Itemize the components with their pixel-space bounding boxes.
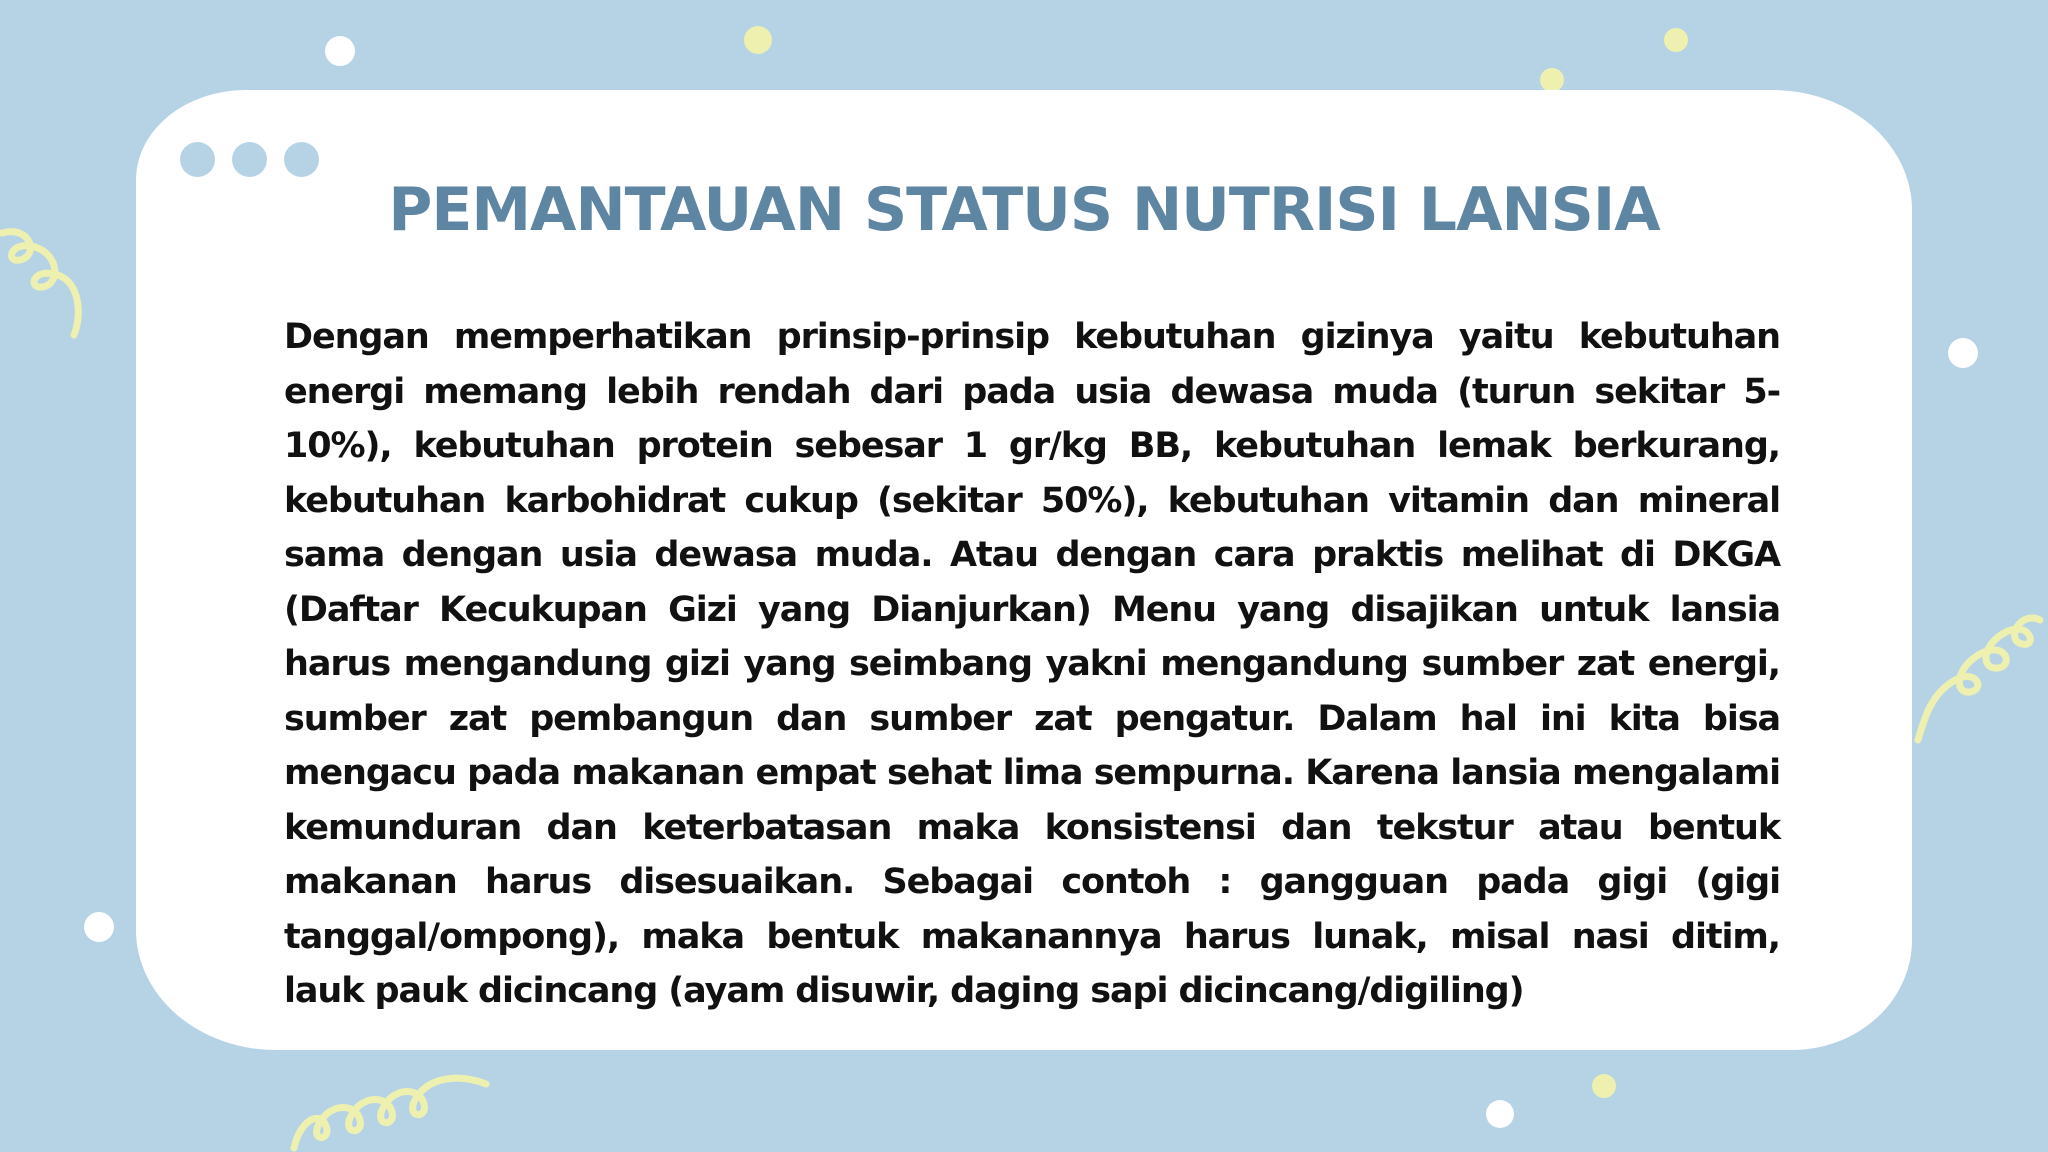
squiggle-icon [1910,610,2048,750]
window-dot [232,142,267,177]
confetti-dot-icon [325,36,355,66]
squiggle-icon [0,215,90,345]
body-paragraph: Dengan memperhatikan prinsip-prinsip kebutuhan gizinya yaitu kebutuhan energi memang lebih rendah dari pada usia dewasa muda (turun sekitar 5-10%), kebutuhan protein sebesar 1 gr/kg BB, kebutuhan lemak berkurang, kebutuhan karbohidrat cukup (sekitar 50%), kebutuhan vitamin dan mineral sama dengan usia dewasa muda. Atau dengan cara praktis melihat di DKGA (Daftar Kecukupan Gizi yang Dianjurkan) Menu yang disajikan untuk lansia harus mengandung gizi yang seimbang yakni mengandung sumber zat energi, sumber zat pembangun dan sumber zat pengatur. Dalam hal ini kita bisa mengacu pada makanan empat sehat lima sempurna. Karena lansia mengalami kemunduran dan keterbatasan maka konsistensi dan tekstur atau bentuk makanan harus disesuaikan. Sebagai contoh : gangguan pada gigi (gigi tanggal/ompong), maka bentuk makanannya harus lunak, misal nasi ditim, lauk pauk dicincang (ayam disuwir, daging sapi dicincang/digiling) [284,317,1780,1011]
confetti-dot-icon [744,26,772,54]
confetti-dot-icon [1948,338,1978,368]
confetti-dot-icon [1592,1074,1616,1098]
page-title: PEMANTAUAN STATUS NUTRISI LANSIA [388,175,1660,245]
window-dot [180,142,215,177]
window-dot [284,142,319,177]
squiggle-icon [290,1060,490,1152]
confetti-dot-icon [1664,28,1688,52]
confetti-dot-icon [84,912,114,942]
confetti-dot-icon [1540,68,1564,92]
confetti-dot-icon [1486,1100,1514,1128]
window-dots-icon [180,142,319,177]
content-card [136,90,1912,1050]
